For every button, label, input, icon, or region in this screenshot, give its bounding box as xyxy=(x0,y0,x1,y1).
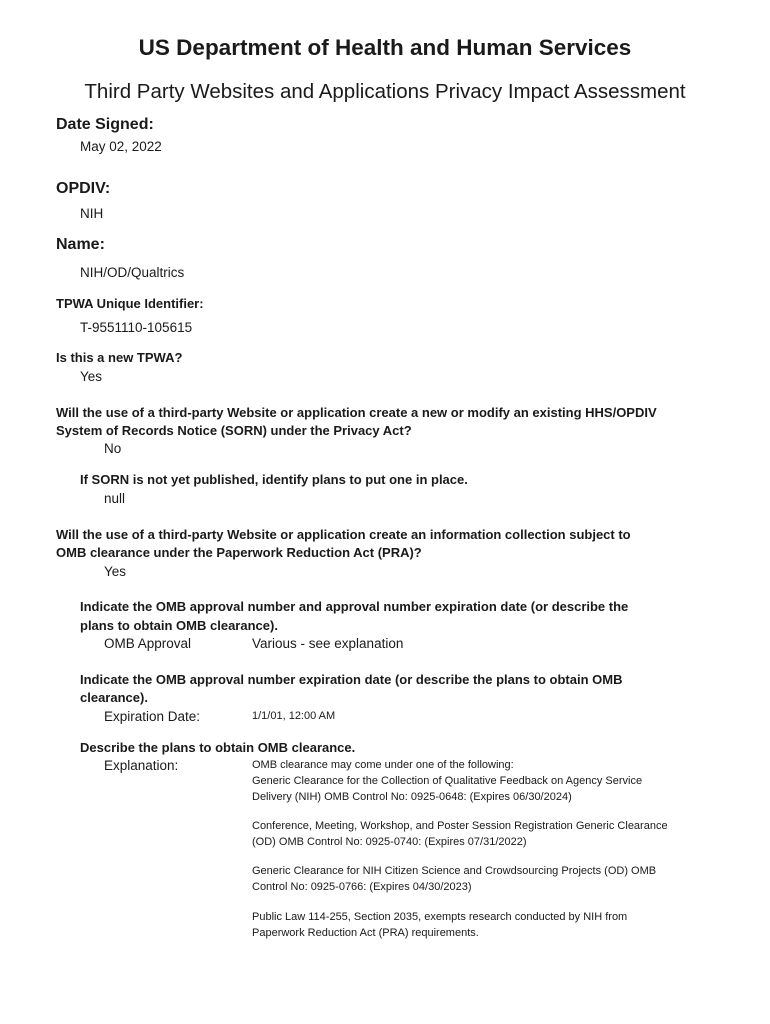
tpwa-id-value: T-9551110-105615 xyxy=(80,320,193,335)
omb-approval-value: Various - see explanation xyxy=(252,636,404,651)
opdiv-value: NIH xyxy=(80,206,104,221)
explanation-line: Conference, Meeting, Workshop, and Poster Session Registration Generic Clearance xyxy=(252,820,668,832)
explanation-line: OMB clearance may come under one of the following: xyxy=(252,759,514,771)
sorn-answer: No xyxy=(104,441,122,456)
explanation-paragraph xyxy=(252,818,668,850)
page-subtitle: Third Party Websites and Applications Privacy Impact Assessment xyxy=(84,80,686,103)
explanation-paragraph xyxy=(252,909,627,941)
name-value: NIH/OD/Qualtrics xyxy=(80,265,185,280)
name-label: Name: xyxy=(56,236,105,253)
new-tpwa-label: Is this a new TPWA? xyxy=(56,350,183,365)
explanation-label: Explanation: xyxy=(104,758,179,773)
omb-plans-question: Describe the plans to obtain OMB clearance. xyxy=(80,740,356,755)
omb-number-question-line1: Indicate the OMB approval number and approval number expiration date (or describe the xyxy=(80,599,629,614)
explanation-line: Generic Clearance for the Collection of Qualitative Feedback on Agency Service xyxy=(252,775,643,787)
omb-expiration-question-line2: clearance). xyxy=(80,690,148,705)
sorn-plans-question: If SORN is not yet published, identify plans to put one in place. xyxy=(80,472,468,487)
pra-question-line2: OMB clearance under the Paperwork Reduction Act (PRA)? xyxy=(56,545,422,560)
explanation-line: Generic Clearance for NIH Citizen Science and Crowdsourcing Projects (OD) OMB xyxy=(252,865,657,877)
explanation-line: (OD) OMB Control No: 0925-0740: (Expires 07/31/2022) xyxy=(252,836,527,848)
explanation-line: Delivery (NIH) OMB Control No: 0925-0648: (Expires 06/30/2024) xyxy=(252,791,572,803)
omb-number-question-line2: plans to obtain OMB clearance). xyxy=(80,618,278,633)
omb-approval-label: OMB Approval xyxy=(104,636,192,651)
explanation-paragraph xyxy=(252,863,656,895)
pra-answer: Yes xyxy=(104,564,127,579)
page-title: US Department of Health and Human Services xyxy=(138,35,632,60)
new-tpwa-value: Yes xyxy=(80,369,103,384)
sorn-question-line1: Will the use of a third-party Website or application create a new or modify an existing HHS/OPDIV xyxy=(56,405,657,420)
pra-question-line1: Will the use of a third-party Website or application create an information collection subject to xyxy=(56,527,631,542)
expiration-date-value: 1/1/01, 12:00 AM xyxy=(252,710,336,722)
explanation-line: Control No: 0925-0766: (Expires 04/30/2023) xyxy=(252,881,472,893)
omb-expiration-question-line1: Indicate the OMB approval number expiration date (or describe the plans to obtain OMB xyxy=(80,672,623,687)
opdiv-label: OPDIV: xyxy=(56,180,111,197)
date-signed-value: May 02, 2022 xyxy=(80,139,162,154)
sorn-plans-answer: null xyxy=(104,491,126,506)
sorn-question-line2: System of Records Notice (SORN) under the Privacy Act? xyxy=(56,423,412,438)
explanation-line: Public Law 114-255, Section 2035, exempts research conducted by NIH from xyxy=(252,911,628,923)
tpwa-id-label: TPWA Unique Identifier: xyxy=(56,296,204,311)
explanation-paragraph xyxy=(252,757,642,805)
explanation-line: Paperwork Reduction Act (PRA) requirements. xyxy=(252,927,479,939)
date-signed-label: Date Signed: xyxy=(56,116,154,133)
expiration-date-label: Expiration Date: xyxy=(104,709,201,724)
